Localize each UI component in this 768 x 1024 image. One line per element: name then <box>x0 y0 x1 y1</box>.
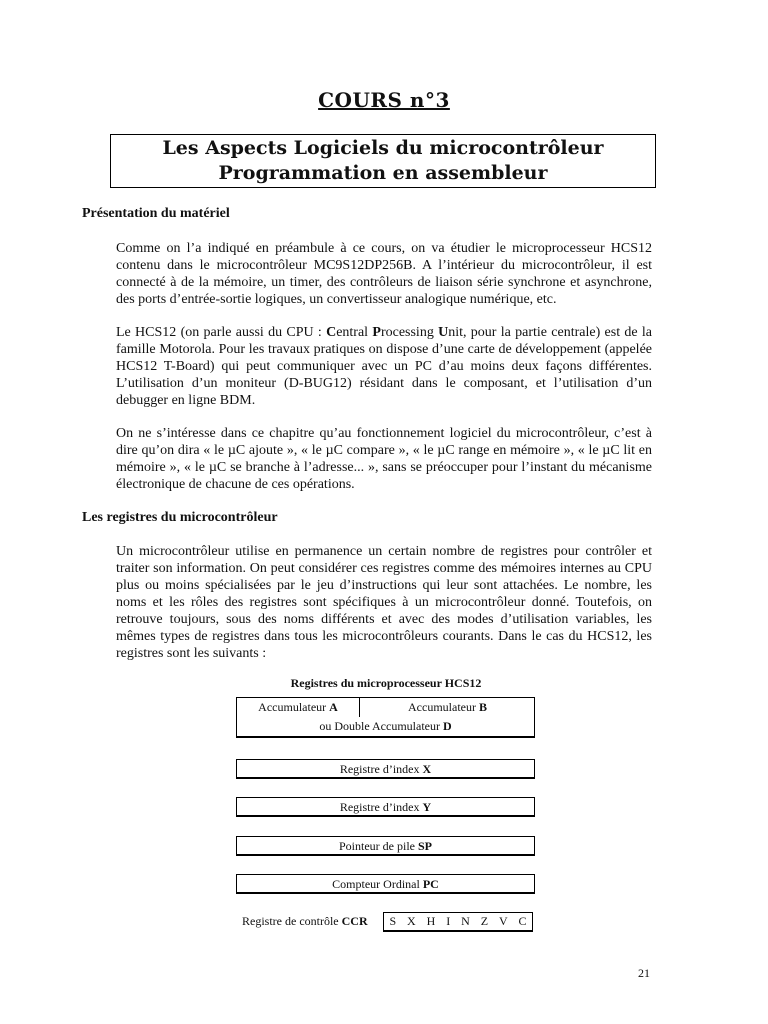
accumulator-b <box>360 700 535 715</box>
paragraph-presentation: Comme on l’a indiqué en préambule à ce cours, on va étudier le microprocesseur HCS12 contenu dans le microcontrôleur MC9S12DP256B. A l’intérieur du microcontrôleur, il est connecté à de la mémoire, un timer, des contrôleurs de liaison série synchrone et asynchrone, des ports d’entrée-sortie logiques, un convertisseur analogique numérique, etc. <box>116 241 652 307</box>
section-heading-materiel: Présentation du matériel <box>82 206 230 221</box>
stack-pointer-box <box>236 836 535 856</box>
ccr-label-text: Registre de contrôle <box>242 914 342 928</box>
ccr-bit: Z <box>480 914 489 928</box>
word-entral: entral <box>336 325 373 340</box>
stack-pointer-label: Pointeur de pile <box>339 839 418 853</box>
paragraph-hcs12 <box>116 324 652 409</box>
word-rocessing: rocessing <box>380 325 439 340</box>
page-number: 21 <box>638 966 650 980</box>
paragraph-hcs12-part1: Le HCS12 (on parle aussi du CPU : <box>116 325 327 340</box>
acronym-p: P <box>372 325 381 340</box>
accumulator-d <box>237 719 534 734</box>
acronym-u: U <box>438 325 449 340</box>
course-title: COURS n°3 <box>318 88 450 112</box>
accumulator-b-letter: B <box>478 700 487 714</box>
index-x-letter: X <box>422 762 432 776</box>
chapter-title-box <box>110 134 656 188</box>
accumulator-d-label: ou Double Accumulateur <box>319 719 443 733</box>
ccr-label <box>242 914 368 929</box>
ccr-bit: N <box>461 914 470 928</box>
paragraph-hcs12-part2: nit, pour la partie centrale) est de la famille Motorola. Pour les travaux pratiques on dispose d’une carte de développement (appelée HCS12 T-Board) qui peut communiquer avec un PC d’au moins deux façons différentes. L’utilisation d’un moniteur (D-BUG12) résidant dans le composant, et l’utilisation d’un debugger en ligne BDM. <box>116 325 652 408</box>
ccr-bit: I <box>446 914 451 928</box>
program-counter-abbrev: PC <box>422 877 439 891</box>
accumulator-a-letter: A <box>329 700 338 714</box>
index-x-label: Registre d’index <box>339 762 423 776</box>
program-counter-label: Compteur Ordinal <box>332 877 423 891</box>
acronym-c: C <box>326 325 337 340</box>
accumulator-d-letter: D <box>442 719 452 733</box>
index-register-x-box <box>236 759 535 779</box>
ccr-bit: C <box>518 914 527 928</box>
ccr-bits-box <box>383 912 533 932</box>
accumulator-a <box>237 700 359 715</box>
accumulator-a-label: Accumulateur <box>258 700 330 714</box>
accumulator-b-label: Accumulateur <box>408 700 479 714</box>
diagram-title: Registres du microprocesseur HCS12 <box>290 676 482 690</box>
paragraph-registres: Un microcontrôleur utilise en permanence un certain nombre de registres pour contrôler et traiter son information. On peut considérer ces registres comme des mémoires internes au CPU plus ou moins spécialisées par le jeu d’instructions qui leur sont attachées. Le nombre, les noms et les rôles des registres sont spécifiques à un microcontrôleur donné. Toutefois, on retrouve toujours, sous des noms différents et avec des modes d’utilisation variables, les mêmes types de registres dans tous les microcontrôleurs courants. Dans le cas du HCS12, les registres sont les suivants : <box>116 544 652 661</box>
ccr-bit: X <box>407 914 416 928</box>
ccr-bit: H <box>426 914 436 928</box>
chapter-title-line2: Programmation en assembleur <box>218 162 548 184</box>
program-counter-box <box>236 874 535 894</box>
ccr-bit: S <box>389 914 397 928</box>
ccr-abbrev: CCR <box>341 914 368 928</box>
index-register-y-box <box>236 797 535 817</box>
index-y-label: Registre d’index <box>339 800 423 814</box>
index-y-letter: Y <box>422 800 432 814</box>
stack-pointer-abbrev: SP <box>417 839 432 853</box>
paragraph-logiciel: On ne s’intéresse dans ce chapitre qu’au fonctionnement logiciel du microcontrôleur, c’est à dire qu’on dira « le µC ajoute », « le µC compare », « le µC range en mémoire », « le µC lit en mémoire », « le µC se branche à l’adresse... », sans se préoccuper pour l’instant du mécanisme électronique de chacune de ces opérations. <box>116 426 652 492</box>
chapter-title-line1: Les Aspects Logiciels du microcontrôleur <box>162 137 604 159</box>
section-heading-registres: Les registres du microcontrôleur <box>82 510 278 525</box>
accumulator-register-box <box>236 697 535 738</box>
ccr-bit: V <box>498 914 508 928</box>
